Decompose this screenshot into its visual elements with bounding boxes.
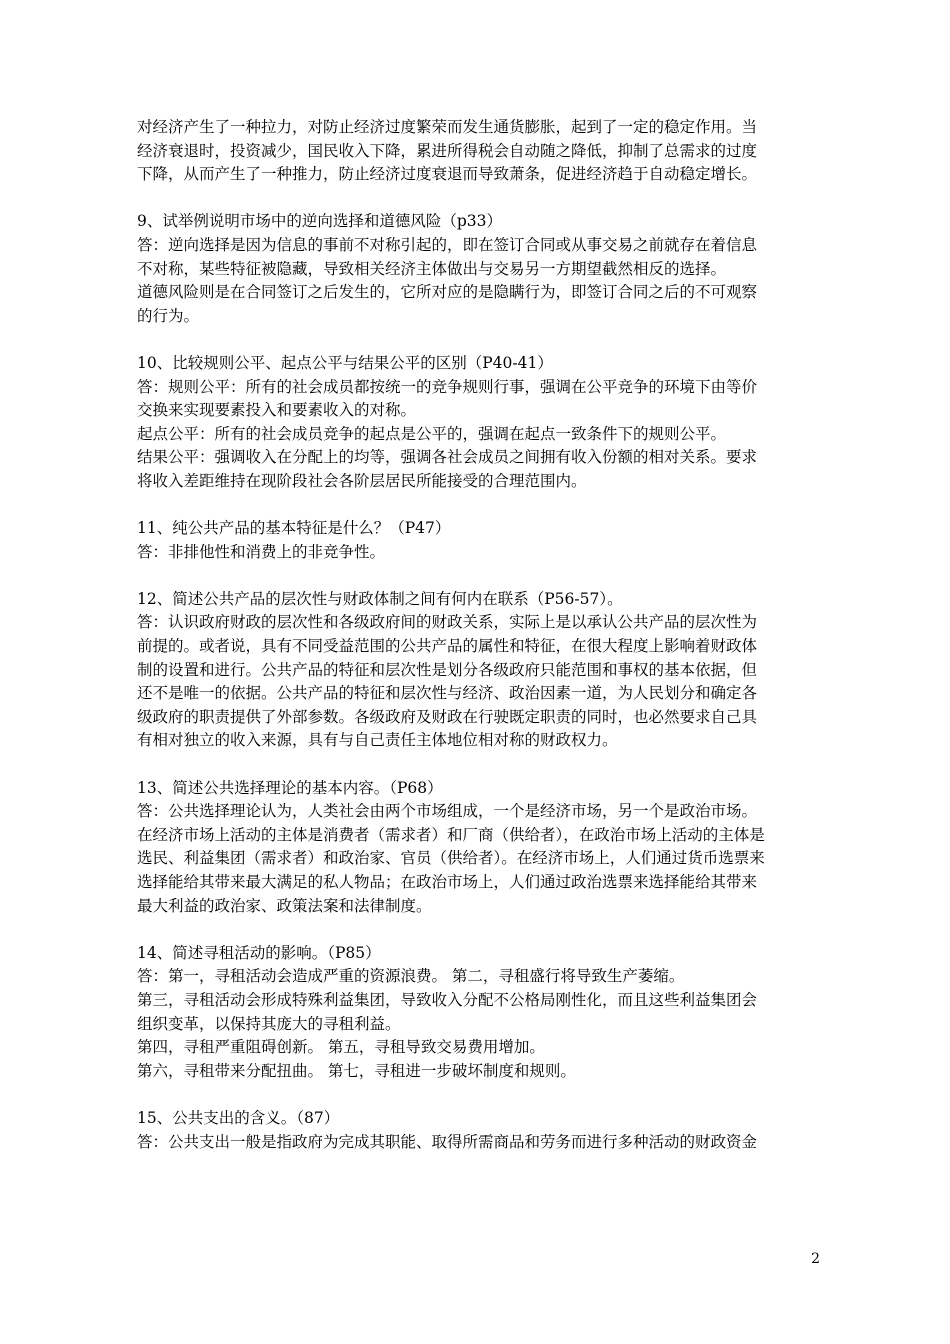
text-block: [137, 777, 817, 919]
text-line: 经济衰退时，投资减少，国民收入下降，累进所得税会自动随之降低，抑制了总需求的过度: [137, 141, 758, 160]
text-line: 选民、利益集团（需求者）和政治家、官员（供给者）。在经济市场上，人们通过货币选票来: [137, 849, 765, 868]
text-line: 答：公共选择理论认为，人类社会由两个市场组成，一个是经济市场，另一个是政治市场。: [137, 802, 758, 821]
text-line: 最大利益的政治家、政策法案和法律制度。: [137, 896, 432, 915]
text-line: 将收入差距维持在现阶段社会各阶层居民所能接受的合理范围内。: [137, 471, 587, 490]
text-line: 第六，寻租带来分配扭曲。 第七，寻租进一步破坏制度和规则。: [137, 1061, 576, 1080]
text-block: [137, 588, 817, 753]
text-line: 答：认识政府财政的层次性和各级政府间的财政关系，实际上是以承认公共产品的层次性为: [137, 613, 758, 632]
text-block: [137, 210, 817, 328]
text-line: 选择能给其带来最大满足的私人物品；在政治市场上，人们通过政治选票来选择能给其带来: [137, 873, 758, 891]
text-block: [137, 116, 817, 187]
text-line: 答：公共支出一般是指政府为完成其职能、取得所需商品和劳务而进行多种活动的财政资金: [137, 1132, 758, 1151]
text-block: [137, 942, 817, 1084]
text-line: 结果公平：强调收入在分配上的均等，强调各社会成员之间拥有收入份额的相对关系。要求: [137, 448, 758, 467]
text-line: 起点公平：所有的社会成员竞争的起点是公平的，强调在起点一致条件下的规则公平。: [137, 424, 727, 443]
text-line: 制的设置和进行。公共产品的特征和层次性是划分各级政府只能范围和事权的基本依据，但: [137, 660, 758, 679]
text-line: 答：规则公平：所有的社会成员都按统一的竞争规则行事，强调在公平竞争的环境下由等价: [137, 377, 758, 396]
text-line: 答：非排他性和消费上的非竞争性。: [137, 542, 386, 561]
text-line: 还不是唯一的依据。公共产品的特征和层次性与经济、政治因素一道，为人民划分和确定各: [137, 684, 758, 703]
text-line: 对经济产生了一种拉力，对防止经济过度繁荣而发生通货膨胀，起到了一定的稳定作用。当: [137, 118, 758, 136]
text-line: 级政府的职责提供了外部参数。各级政府及财政在行驶既定职责的同时，也必然要求自己具: [137, 707, 758, 726]
text-line: 有相对独立的收入来源，具有与自己责任主体地位相对称的财政权力。: [137, 731, 618, 750]
text-line: 下降，从而产生了一种推力，防止经济过度衰退而导致萧条，促进经济趋于自动稳定增长。: [137, 165, 758, 184]
text-line: 15、公共支出的含义。（87）: [137, 1108, 340, 1127]
text-block: [137, 1107, 817, 1154]
text-line: 第四，寻租严重阻碍创新。 第五，寻租导致交易费用增加。: [137, 1038, 545, 1057]
text-line: 交换来实现要素投入和要素收入的对称。: [137, 401, 417, 420]
text-line: 前提的。或者说，具有不同受益范围的公共产品的属性和特征，在很大程度上影响着财政体: [137, 637, 758, 656]
document-body: [137, 116, 817, 1178]
text-line: 在经济市场上活动的主体是消费者（需求者）和厂商（供给者），在政治市场上活动的主体是: [137, 825, 765, 844]
text-line: 的行为。: [137, 306, 200, 325]
text-line: 12、简述公共产品的层次性与财政体制之间有何内在联系（P56-57）。: [137, 589, 623, 608]
text-line: 14、简述寻租活动的影响。（P85）: [137, 943, 381, 962]
text-line: 10、比较规则公平、起点公平与结果公平的区别（P40-41）: [137, 353, 553, 372]
text-block: [137, 517, 817, 564]
text-line: 13、简述公共选择理论的基本内容。（P68）: [137, 778, 443, 797]
text-line: 答：第一，寻租活动会造成严重的资源浪费。 第二，寻租盛行将导致生产萎缩。: [137, 967, 685, 986]
text-line: 第三，寻租活动会形成特殊利益集团，导致收入分配不公格局刚性化，而且这些利益集团会: [137, 990, 758, 1009]
text-block: [137, 352, 817, 494]
page-number: 2: [811, 1251, 820, 1267]
text-line: 组织变革，以保持其庞大的寻租利益。: [137, 1014, 401, 1033]
text-line: 不对称，某些特征被隐藏，导致相关经济主体做出与交易另一方期望截然相反的选择。: [137, 259, 727, 278]
text-line: 答：逆向选择是因为信息的事前不对称引起的，即在签订合同或从事交易之前就存在着信息: [137, 235, 758, 254]
text-line: 11、纯公共产品的基本特征是什么？（P47）: [137, 519, 451, 538]
text-line: 道德风险则是在合同签订之后发生的，它所对应的是隐瞒行为，即签订合同之后的不可观察: [137, 283, 758, 302]
text-line: 9、试举例说明市场中的逆向选择和道德风险（p33）: [137, 212, 503, 231]
